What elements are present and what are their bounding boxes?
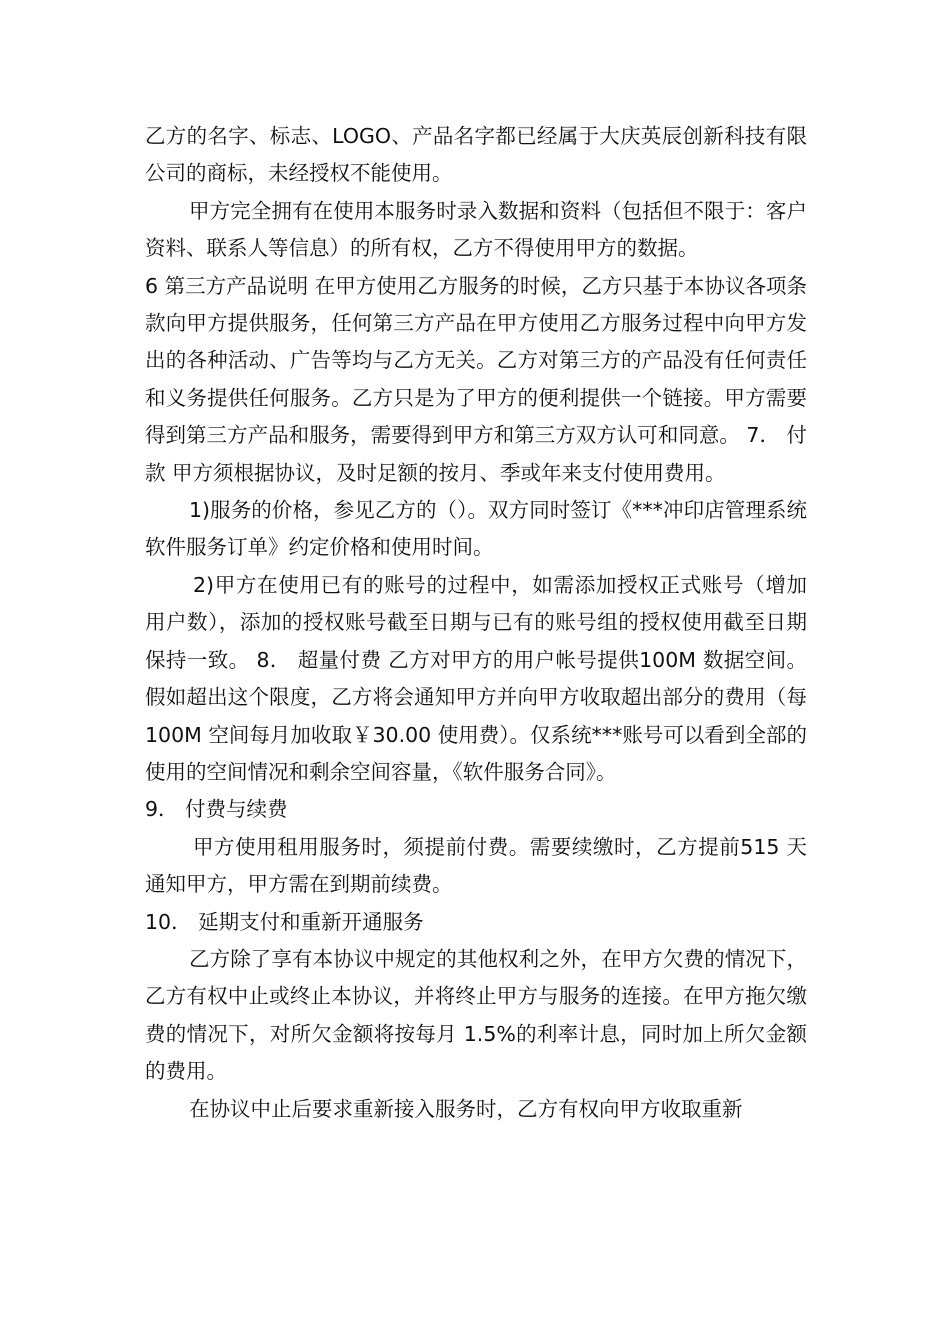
paragraph-trademark: 乙方的名字、标志、LOGO、产品名字都已经属于大庆英辰创新科技有限公司的商标，未经授权不能使用。 — [145, 124, 807, 186]
section-heading-payment-renewal: 9． 付费与续费 — [145, 797, 288, 822]
paragraph-account-and-overage: 2)甲方在使用已有的账号的过程中，如需添加授权正式账号（增加用户数），添加的授权账号截至日期与已有的账号组的授权使用截至日期保持一致。 8． 超量付费 乙方对甲方的用户帐号提供100M 数据空间。假如超出这个限度，乙方将会通知甲方并向甲方收取超出部分的费用（每 100M 空间每月加收取￥30.00 使用费）。仅系统***账号可以看到全部的使用的空间情况和剩余空间容量，《软件服务合同》。 — [145, 572, 807, 784]
paragraph-third-party-and-payment: 6 第三方产品说明 在甲方使用乙方服务的时候，乙方只基于本协议各项条款向甲方提供服务，任何第三方产品在甲方使用乙方服务过程中向甲方发出的各种活动、广告等均与乙方无关。乙方对第三方的产品没有任何责任和义务提供任何服务。乙方只是为了甲方的便利提供一个链接。甲方需要得到第三方产品和服务，需要得到甲方和第三方双方认可和同意。 7． 付款 甲方须根据协议，及时足额的按月、季或年来支付使用费用。 — [145, 273, 807, 485]
paragraph-prepayment: 甲方使用租用服务时，须提前付费。需要续缴时，乙方提前515 天通知甲方，甲方需在到期前续费。 — [145, 834, 807, 897]
section-heading-late-payment: 10． 延期支付和重新开通服务 — [145, 909, 424, 934]
paragraph-reconnection: 在协议中止后要求重新接入服务时，乙方有权向甲方收取重新 — [189, 1096, 743, 1121]
paragraph-data-ownership: 甲方完全拥有在使用本服务时录入数据和资料（包括但不限于：客户资料、联系人等信息）的所有权，乙方不得使用甲方的数据。 — [145, 198, 807, 261]
document-body — [145, 118, 807, 1128]
paragraph-service-price: 1)服务的价格，参见乙方的（）。双方同时签订《***冲印店管理系统软件服务订单》约定价格和使用时间。 — [145, 498, 807, 560]
paragraph-arrears: 乙方除了享有本协议中规定的其他权利之外，在甲方欠费的情况下，乙方有权中止或终止本协议，并将终止甲方与服务的连接。在甲方拖欠缴费的情况下，对所欠金额将按每月 1.5%的利率计息，同时加上所欠金额的费用。 — [145, 946, 807, 1084]
